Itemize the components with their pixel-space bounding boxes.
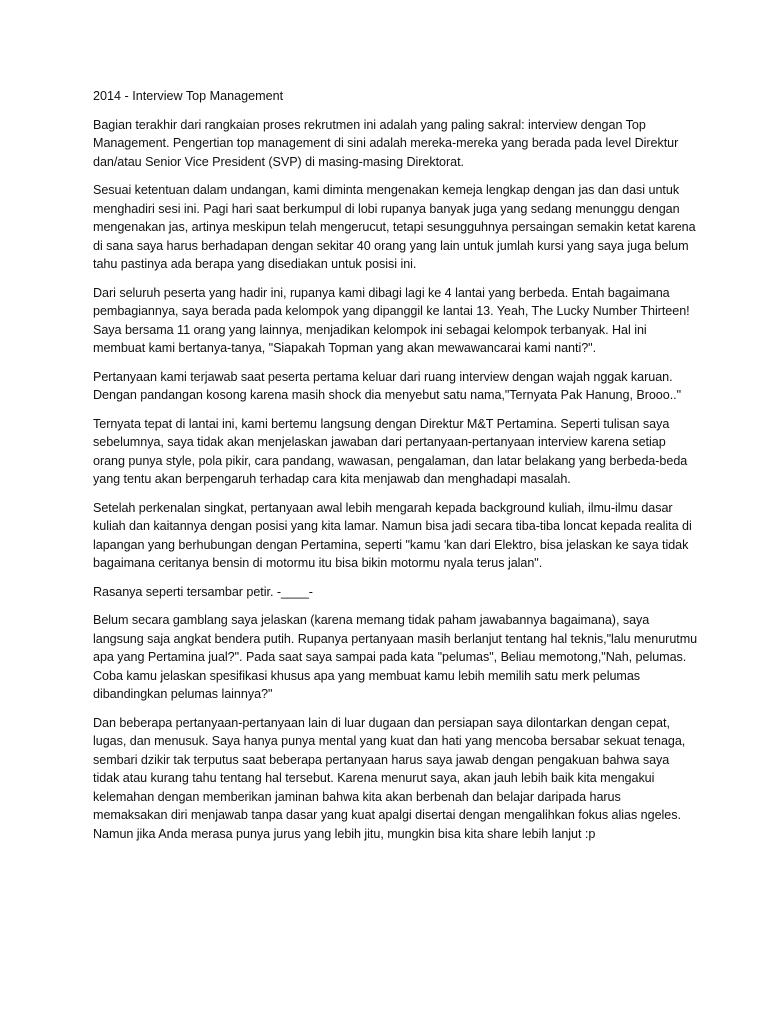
paragraph-6: Setelah perkenalan singkat, pertanyaan awal lebih mengarah kepada background kuliah, ilmu-ilmu dasar kuliah dan kaitannya dengan posisi yang kita lamar. Namun bisa jadi secara tiba-tiba loncat kepada realita di lapangan yang berhubungan dengan Pertamina, seperti "kamu 'kan dari Elektro, bisa jelaskan ke saya tidak bagaimana ceritanya bensin di motormu itu bisa bikin motormu nyala terus jalan". [93, 500, 692, 570]
paragraph-8: Belum secara gamblang saya jelaskan (karena memang tidak paham jawabannya bagaimana), saya langsung saja angkat bendera putih. Rupanya pertanyaan masih berlanjut tentang hal teknis,"lalu menurutmu apa yang Pertamina jual?". Pada saat saya sampai pada kata "pelumas", Beliau memotong,"Nah, pelumas. Coba kamu jelaskan spesifikasi khusus apa yang membuat kamu lebih memilih satu merk pelumas dibandingkan pelumas lainnya?" [93, 613, 698, 701]
paragraph-5: Ternyata tepat di lantai ini, kami bertemu langsung dengan Direktur M&T Pertamina. Seperti tulisan saya sebelumnya, saya tidak akan menjelaskan jawaban dari pertanyaan-pertanyaan interview karena setiap orang punya style, pola pikir, cara pandang, wawasan, pengalaman, dan latar belakang yang berbeda-beda yang tentu akan berpengaruh terhadap cara kita menjawab dan menghadapi masalah. [93, 416, 688, 486]
paragraph-9: Dan beberapa pertanyaan-pertanyaan lain di luar dugaan dan persiapan saya dilontarkan dengan cepat, lugas, dan menusuk. Saya hanya punya mental yang kuat dan hati yang mencoba bersabar sekuat tenaga, sembari dzikir tak terputus saat beberapa pertanyaan harus saya jawab dengan pengakuan bahwa saya tidak atau kurang tahu tentang hal tersebut. Karena menurut saya, akan jauh lebih baik kita mengakui kelemahan dengan memberikan jaminan bahwa kita akan berbenah dan belajar daripada harus memaksakan diri menjawab tanpa dasar yang kuat apalgi disertai dengan mengalihkan fokus alias ngeles. Namun jika Anda merasa punya jurus yang lebih jitu, mungkin bisa kita share lebih lanjut :p [93, 715, 686, 841]
paragraph-7: Rasanya seperti tersambar petir. -____- [93, 584, 313, 599]
paragraph-1: Bagian terakhir dari rangkaian proses rekrutmen ini adalah yang paling sakral: interview dengan Top Management. Pengertian top management di sini adalah mereka-mereka yang berada pada level Direktur dan/atau Senior Vice President (SVP) di masing-masing Direktorat. [93, 117, 679, 169]
document-title: 2014 - Interview Top Management [93, 89, 284, 103]
paragraph-2: Sesuai ketentuan dalam undangan, kami diminta mengenakan kemeja lengkap dengan jas dan dasi untuk menghadiri sesi ini. Pagi hari saat berkumpul di lobi rupanya banyak juga yang sedang menunggu dengan mengenakan jas, artinya meskipun telah mengerucut, tetapi sesungguhnya persaingan semakin ketat karena di sana saya harus berhadapan dengan sekitar 40 orang yang lain untuk jumlah kursi yang saya juga belum tahu pastinya ada berapa yang disediakan untuk posisi ini. [93, 183, 696, 271]
paragraph-3: Dari seluruh peserta yang hadir ini, rupanya kami dibagi lagi ke 4 lantai yang berbeda. Entah bagaimana pembagiannya, saya berada pada kelompok yang dipanggil ke lantai 13. Yeah, The Lucky Number Thirteen! Saya bersama 11 orang yang lainnya, menjadikan kelompok ini sebagai kelompok terbanyak. Hal ini membuat kami bertanya-tanya, "Siapakah Topman yang akan mewawancarai kami nanti?". [93, 285, 690, 355]
paragraph-4: Pertanyaan kami terjawab saat peserta pertama keluar dari ruang interview dengan wajah nggak karuan. Dengan pandangan kosong karena masih shock dia menyebut satu nama,"Ternyata Pak Hanung, Brooo.." [93, 369, 682, 402]
